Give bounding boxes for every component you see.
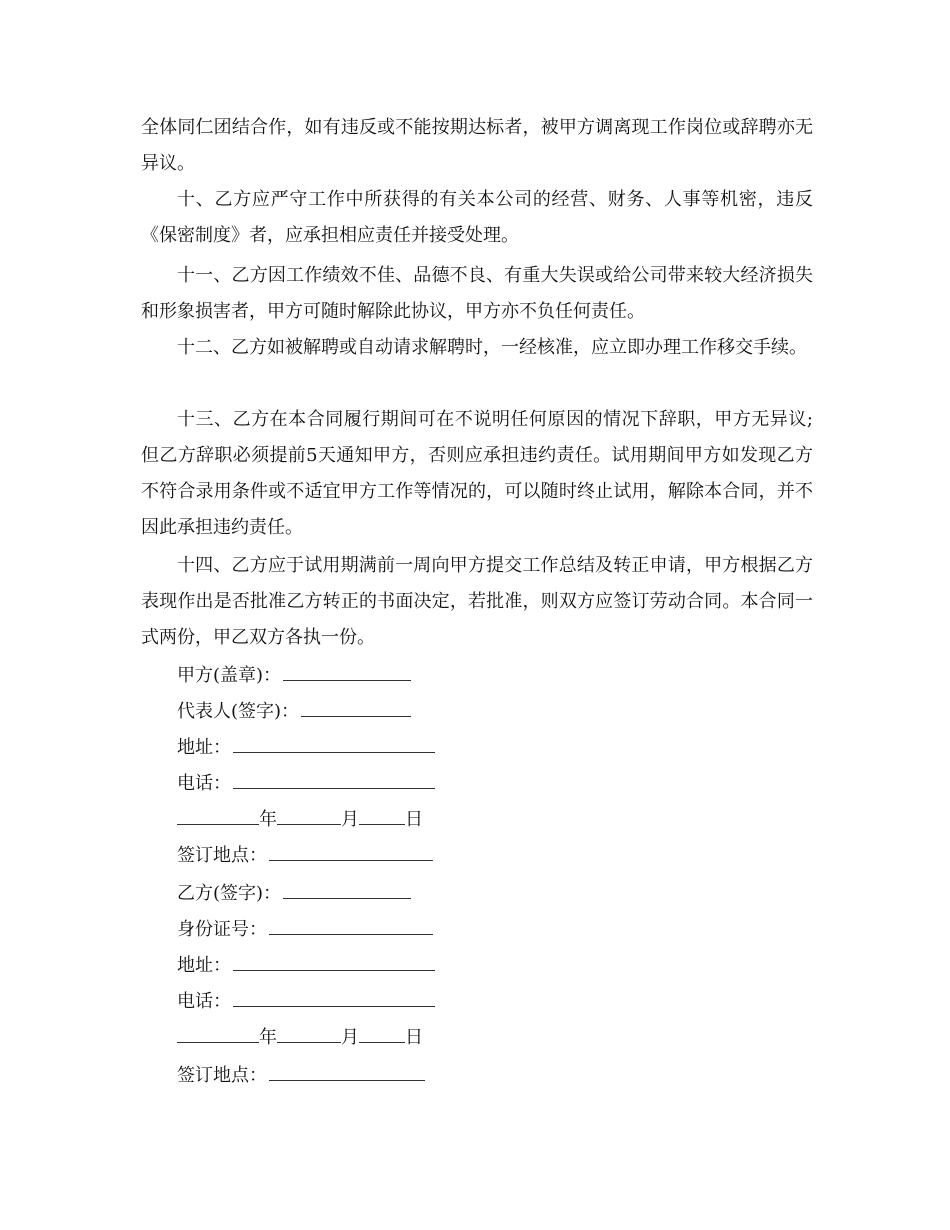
party-a-address-line <box>177 730 435 766</box>
party-a-year-blank[interactable] <box>177 804 259 825</box>
party-b-address-line <box>177 948 435 984</box>
party-b-month-blank[interactable] <box>277 1022 341 1043</box>
party-b-place-line <box>177 1058 425 1094</box>
party-b-id-label: 身份证号： <box>177 919 267 940</box>
party-a-phone-blank[interactable] <box>233 768 435 789</box>
party-a-seal-label: 甲方(盖章)： <box>177 665 282 686</box>
party-b-sign-line <box>177 876 411 912</box>
party-a-address-blank[interactable] <box>233 732 435 753</box>
party-a-place-line <box>177 838 433 874</box>
paragraph-continued: 全体同仁团结合作，如有违反或不能按期达标者，被甲方调离现工作岗位或辞聘亦无异议。 <box>141 117 813 174</box>
party-b-id-line <box>177 912 433 948</box>
party-a-rep-label: 代表人(签字)： <box>177 701 300 722</box>
party-b-sign-label: 乙方(签字)： <box>177 883 282 904</box>
clause-10: 十、乙方应严守工作中所获得的有关本公司的经营、财务、人事等机密，违反《保密制度》者，应承担相应责任并接受处理。 <box>141 189 813 246</box>
party-a-year-label: 年 <box>259 809 277 830</box>
party-b-day-label: 日 <box>405 1027 423 1048</box>
clause-13: 十三、乙方在本合同履行期间可在不说明任何原因的情况下辞职，甲方无异议;但乙方辞职必须提前5天通知甲方，否则应承担违约责任。试用期间甲方如发现乙方不符合录用条件或不适宜甲方工作等情况的，可以随时终止试用，解除本合同，并不因此承担违约责任。 <box>141 409 813 538</box>
party-b-year-label: 年 <box>259 1027 277 1048</box>
party-b-phone-line <box>177 984 435 1020</box>
party-b-phone-label: 电话： <box>177 991 231 1012</box>
party-a-month-label: 月 <box>341 809 359 830</box>
party-a-place-blank[interactable] <box>269 840 433 861</box>
party-a-month-blank[interactable] <box>277 804 341 825</box>
party-b-month-label: 月 <box>341 1027 359 1048</box>
party-b-id-blank[interactable] <box>269 914 433 935</box>
party-b-year-blank[interactable] <box>177 1022 259 1043</box>
party-a-date-line <box>177 802 423 838</box>
party-b-phone-blank[interactable] <box>233 986 435 1007</box>
party-a-day-blank[interactable] <box>359 804 405 825</box>
party-a-place-label: 签订地点： <box>177 845 267 866</box>
party-b-place-blank[interactable] <box>269 1060 425 1081</box>
party-b-day-blank[interactable] <box>359 1022 405 1043</box>
party-a-address-label: 地址： <box>177 737 231 758</box>
party-a-seal-blank[interactable] <box>283 660 411 681</box>
party-a-phone-label: 电话： <box>177 773 231 794</box>
clause-11: 十一、乙方因工作绩效不佳、品德不良、有重大失误或给公司带来较大经济损失和形象损害者，甲方可随时解除此协议，甲方亦不负任何责任。 <box>141 265 813 322</box>
party-a-phone-line <box>177 766 435 802</box>
party-b-place-label: 签订地点： <box>177 1065 267 1086</box>
party-a-rep-blank[interactable] <box>301 696 411 717</box>
party-b-sign-blank[interactable] <box>283 878 411 899</box>
clause-12: 十二、乙方如被解聘或自动请求解聘时，一经核准，应立即办理工作移交手续。 <box>177 337 807 358</box>
party-a-day-label: 日 <box>405 809 423 830</box>
clause-14: 十四、乙方应于试用期满前一周向甲方提交工作总结及转正申请，甲方根据乙方表现作出是否批准乙方转正的书面决定，若批准，则双方应签订劳动合同。本合同一式两份，甲乙双方各执一份。 <box>141 555 813 648</box>
party-a-seal-line <box>177 658 411 694</box>
party-b-address-label: 地址： <box>177 955 231 976</box>
party-a-rep-line <box>177 694 411 730</box>
party-b-address-blank[interactable] <box>233 950 435 971</box>
party-b-date-line <box>177 1020 423 1056</box>
